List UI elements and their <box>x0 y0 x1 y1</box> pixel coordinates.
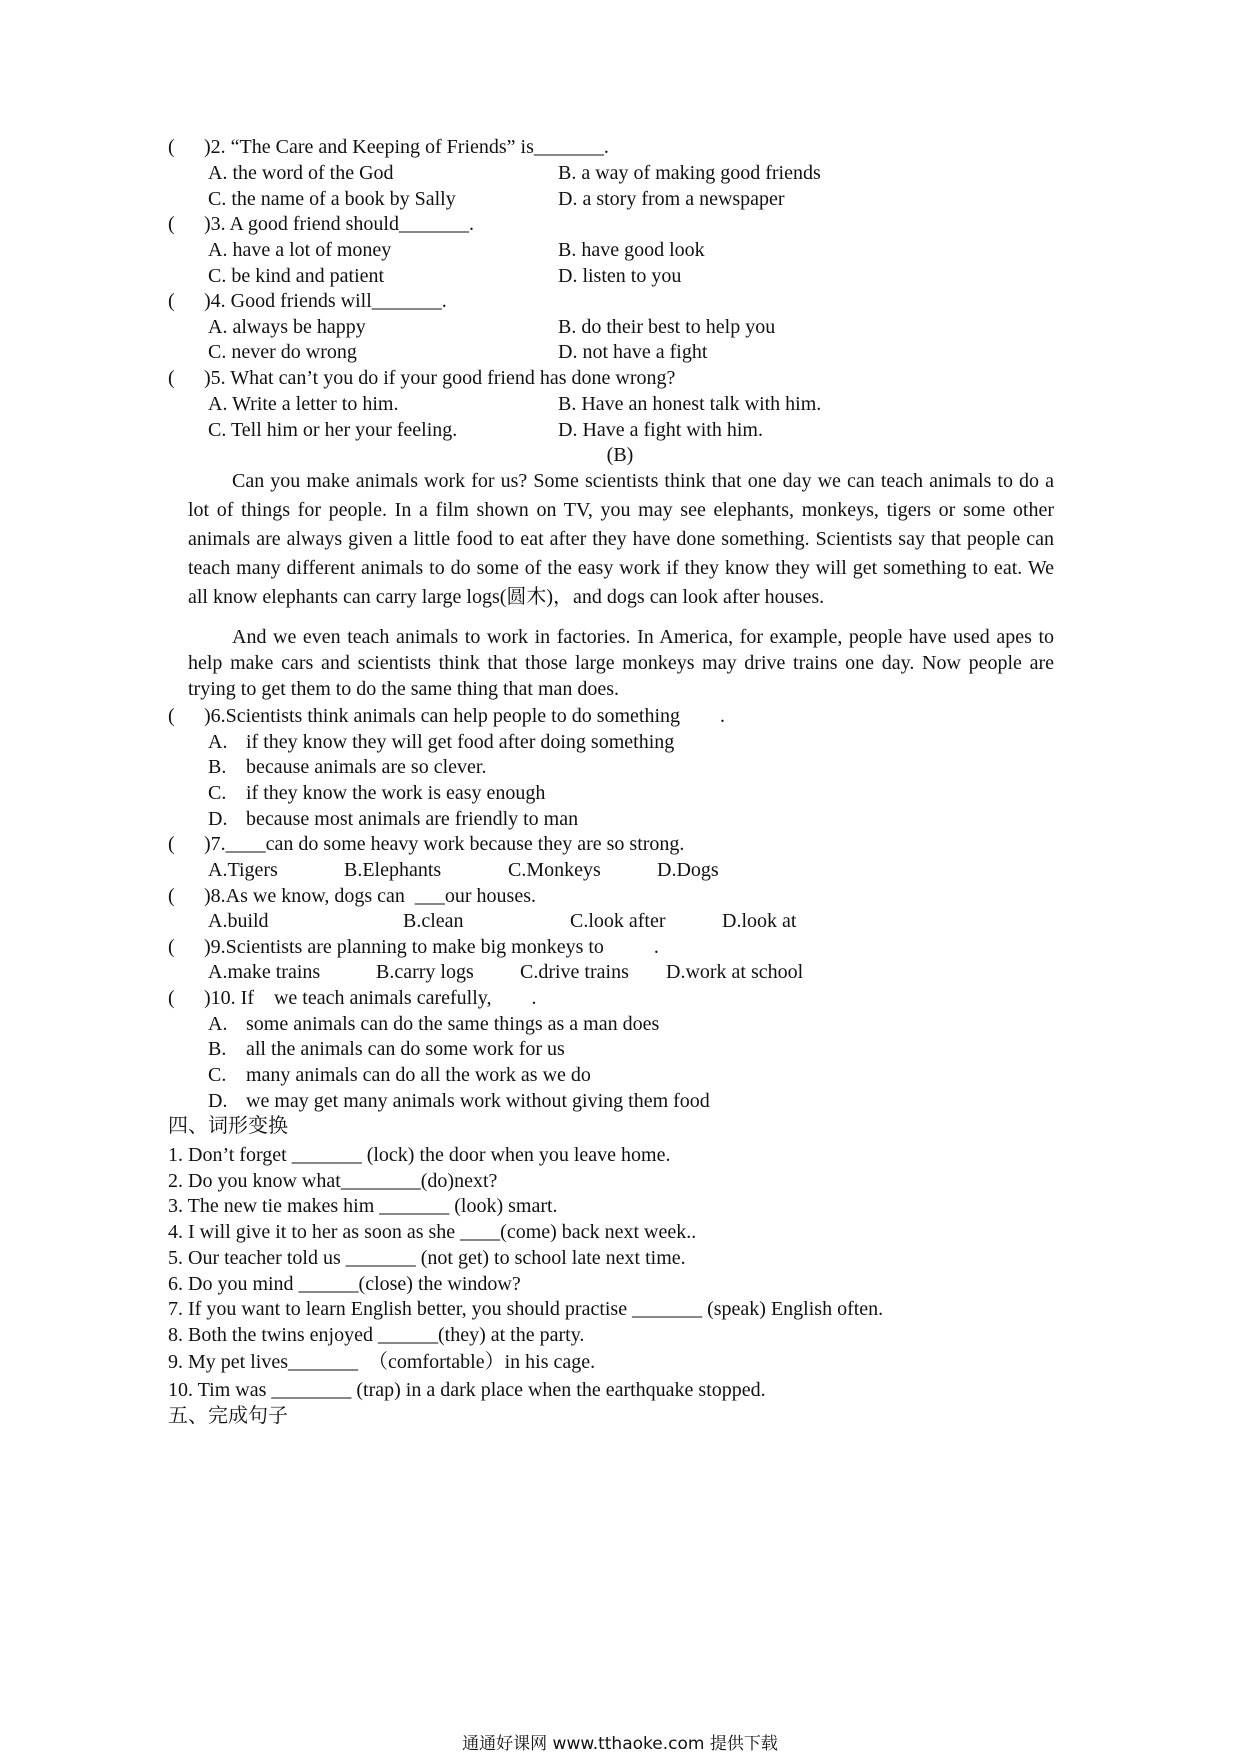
option-row-a <box>0 1010 1240 1038</box>
option-letter: C. <box>208 782 227 804</box>
option-a: A.make trains <box>208 961 321 983</box>
exercise-item <box>0 1244 1240 1272</box>
question-stem: )6.Scientists think animals can help people to do something . <box>204 705 726 727</box>
option-d: D.Dogs <box>657 859 719 881</box>
question-stem: )9.Scientists are planning to make big monkeys to . <box>204 936 659 958</box>
page-footer: 通通好课网 www.tthaoke.com 提供下载 <box>462 1734 778 1754</box>
option-d: D. Have a fight with him. <box>558 419 763 441</box>
question-10 <box>0 984 1240 1012</box>
option-c: C. be kind and patient <box>208 265 385 287</box>
option-letter: A. <box>208 1013 228 1035</box>
option-row-d <box>0 805 1240 833</box>
option-d: D.look at <box>722 910 797 932</box>
option-text: all the animals can do some work for us <box>246 1038 565 1060</box>
option-text: if they know the work is easy enough <box>246 782 546 804</box>
exercise-item <box>0 1218 1240 1246</box>
question-stem: )5. What can’t you do if your good friend has done wrong? <box>204 367 676 389</box>
option-row-c <box>0 779 1240 807</box>
option-a: A. have a lot of money <box>208 239 392 261</box>
answer-paren: ( <box>168 136 175 158</box>
exercise-item <box>0 1167 1240 1195</box>
question-3 <box>0 210 1240 238</box>
exercise-text: 8. Both the twins enjoyed ______(they) at the party. <box>168 1324 585 1346</box>
question-stem: )7.____can do some heavy work because they are so strong. <box>204 833 685 855</box>
option-b: B. Have an honest talk with him. <box>558 393 822 415</box>
exercise-text: 4. I will give it to her as soon as she ____(come) back next week.. <box>168 1221 697 1243</box>
exercise-text: 10. Tim was ________ (trap) in a dark place when the earthquake stopped. <box>168 1379 766 1401</box>
answer-paren: ( <box>168 213 175 235</box>
question-stem: )4. Good friends will_______. <box>204 290 447 312</box>
option-text: because animals are so clever. <box>246 756 487 778</box>
option-letter: D. <box>208 808 228 830</box>
option-d: D. a story from a newspaper <box>558 188 785 210</box>
exercise-text: 5. Our teacher told us _______ (not get) to school late next time. <box>168 1247 686 1269</box>
section-heading-text: 五、完成句子 <box>168 1405 288 1427</box>
option-row-b <box>0 1035 1240 1063</box>
question-2 <box>0 133 1240 161</box>
option-a: A. Write a letter to him. <box>208 393 399 415</box>
exercise-item <box>0 1321 1240 1349</box>
option-a: A.build <box>208 910 269 932</box>
answer-paren: ( <box>168 833 175 855</box>
option-c: C.Monkeys <box>508 859 601 881</box>
answer-paren: ( <box>168 936 175 958</box>
exercise-item <box>0 1348 1240 1376</box>
option-c: C. Tell him or her your feeling. <box>208 419 458 441</box>
option-c: C. the name of a book by Sally <box>208 188 456 210</box>
question-7 <box>0 830 1240 858</box>
exercise-text: 2. Do you know what________(do)next? <box>168 1170 498 1192</box>
option-a: A.Tigers <box>208 859 278 881</box>
options-row <box>0 236 1240 264</box>
options-row <box>0 416 1240 444</box>
section-heading-text: 四、词形变换 <box>168 1115 288 1137</box>
option-a: A. always be happy <box>208 316 366 338</box>
exercise-text: 1. Don’t forget _______ (lock) the door when you leave home. <box>168 1144 671 1166</box>
option-c: C.look after <box>570 910 666 932</box>
question-4 <box>0 287 1240 315</box>
option-letter: B. <box>208 756 227 778</box>
option-text: if they know they will get food after doing something <box>246 731 675 753</box>
question-stem: )10. If we teach animals carefully, . <box>204 987 537 1009</box>
option-letter: B. <box>208 1038 227 1060</box>
exercise-item <box>0 1192 1240 1220</box>
option-row-a <box>0 728 1240 756</box>
exercise-item <box>0 1141 1240 1169</box>
option-d: D.work at school <box>666 961 804 983</box>
options-row <box>0 185 1240 213</box>
answer-paren: ( <box>168 885 175 907</box>
options-row <box>0 390 1240 418</box>
exercise-text: 3. The new tie makes him _______ (look) smart. <box>168 1195 558 1217</box>
question-5 <box>0 364 1240 392</box>
question-6 <box>0 702 1240 730</box>
passage-paragraph-1: Can you make animals work for us? Some scientists think that one day we can teach animals to do a lot of things for people. In a film shown on TV, you may see elephants, monkeys, tigers or some other animals are always given a little food to eat after they have done something. Scientists say that people can teach many different animals to do some of the easy work if they know they will get something to eat. We all know elephants can carry large logs(圆木)，and dogs can look after houses. <box>188 470 1054 608</box>
exercise-item <box>0 1376 1240 1404</box>
question-stem: )8.As we know, dogs can ___our houses. <box>204 885 536 907</box>
options-row <box>0 262 1240 290</box>
option-text: we may get many animals work without giving them food <box>246 1090 710 1112</box>
option-b: B.Elephants <box>344 859 442 881</box>
option-row-d <box>0 1087 1240 1115</box>
exercise-text: 6. Do you mind ______(close) the window? <box>168 1273 521 1295</box>
answer-paren: ( <box>168 290 175 312</box>
option-letter: A. <box>208 731 228 753</box>
question-8 <box>0 882 1240 910</box>
option-b: B. a way of making good friends <box>558 162 821 184</box>
option-d: D. listen to you <box>558 265 682 287</box>
question-stem: )3. A good friend should_______. <box>204 213 474 235</box>
options-row <box>0 907 1240 935</box>
options-row <box>0 958 1240 986</box>
option-row-b <box>0 753 1240 781</box>
option-d: D. not have a fight <box>558 341 708 363</box>
exercise-item <box>0 1295 1240 1323</box>
option-c: C.drive trains <box>520 961 629 983</box>
question-stem: )2. “The Care and Keeping of Friends” is_______. <box>204 136 609 158</box>
option-b: B.clean <box>403 910 464 932</box>
options-row <box>0 338 1240 366</box>
exercise-item <box>0 1270 1240 1298</box>
options-row <box>0 313 1240 341</box>
option-b: B. do their best to help you <box>558 316 776 338</box>
answer-paren: ( <box>168 987 175 1009</box>
option-text: many animals can do all the work as we do <box>246 1064 591 1086</box>
option-letter: D. <box>208 1090 228 1112</box>
option-a: A. the word of the God <box>208 162 394 184</box>
section-5-heading <box>0 1402 1240 1430</box>
option-c: C. never do wrong <box>208 341 357 363</box>
option-text: because most animals are friendly to man <box>246 808 579 830</box>
passage-heading: (B) <box>606 444 634 466</box>
options-row <box>0 856 1240 884</box>
passage-paragraph-2: And we even teach animals to work in factories. In America, for example, people have used apes to help make cars and scientists think that those large monkeys may drive trains one day. Now people are trying to get them to do the same thing that man does. <box>188 626 1054 700</box>
section-4-heading <box>0 1112 1240 1140</box>
exercise-text: 9. My pet lives_______ （comfortable）in his cage. <box>168 1351 596 1373</box>
option-row-c <box>0 1061 1240 1089</box>
option-b: B. have good look <box>558 239 705 261</box>
answer-paren: ( <box>168 367 175 389</box>
exercise-text: 7. If you want to learn English better, you should practise _______ (speak) English often. <box>168 1298 884 1320</box>
option-b: B.carry logs <box>376 961 474 983</box>
answer-paren: ( <box>168 705 175 727</box>
question-9 <box>0 933 1240 961</box>
options-row <box>0 159 1240 187</box>
option-text: some animals can do the same things as a man does <box>246 1013 660 1035</box>
option-letter: C. <box>208 1064 227 1086</box>
